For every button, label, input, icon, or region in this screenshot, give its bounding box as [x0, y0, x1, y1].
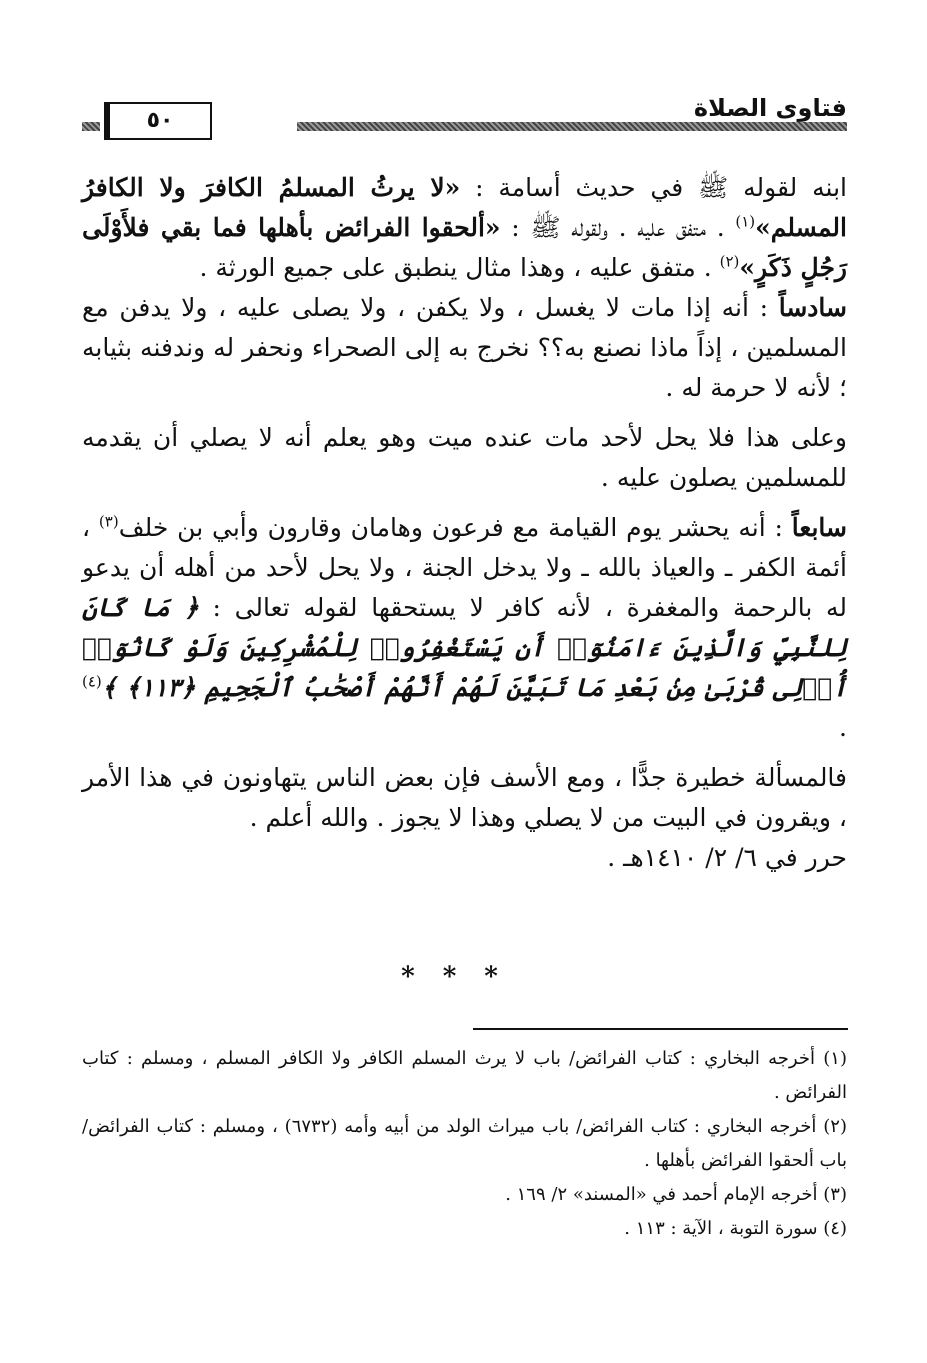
text-span: .: [839, 713, 847, 742]
paragraph-3: [82, 418, 847, 498]
paragraph-1: [82, 168, 847, 288]
footnote-3: (٣) أخرجه الإمام أحمد في «المسند» ٢/ ١٦٩ .: [505, 1184, 847, 1205]
footnote-ref-4: (٤): [82, 672, 102, 691]
text-span: : أنه إذا مات لا يغسل ، ولا يكفن ، ولا يصلى عليه ، ولا يدفن مع المسلمين ، إذاً ماذا نصنع به؟؟ نخرج به إلى الصحراء ونحفر له وندفنه بثيابه ؛ لأنه لا حرمة له .: [82, 293, 847, 402]
header-rule: [297, 122, 847, 131]
footnotes: [82, 1042, 847, 1246]
body-text: [82, 168, 847, 878]
section-separator: ***: [401, 962, 526, 992]
text-span: : أنه يحشر يوم القيامة مع فرعون وهامان وقارون وأبي بن خلف: [118, 513, 792, 542]
hadith-quote: «ألحقوا الفرائض بأهلها فما بقي فلأَوْلَى رَجُلٍ ذَكَرٍ»: [82, 213, 847, 282]
footnote-ref-2: (٢): [719, 252, 740, 271]
text-span: . متفق عليه ، وهذا مثال ينطبق على جميع الورثة .: [199, 253, 720, 282]
footnote-1: (١) أخرجه البخاري : كتاب الفرائض/ باب لا يرث المسلم الكافر ولا الكافر المسلم ، ومسلم : كتاب الفرائض .: [82, 1048, 847, 1103]
paragraph-2: [82, 288, 847, 408]
text-span: ابنه لقوله ﷺ في حديث أسامة :: [460, 173, 847, 202]
footnote-ref-3: (٣): [98, 512, 119, 531]
hadith-quote: «لا يرثُ المسلمُ الكافرَ ولا الكافرُ المسلم»: [82, 173, 847, 242]
footnote-4: (٤) سورة التوبة ، الآية : ١١٣ .: [624, 1218, 847, 1239]
text-span: وعلى هذا فلا يحل لأحد مات عنده ميت وهو يعلم أنه لا يصلي أن يقدمه للمسلمين يصلون عليه .: [82, 423, 847, 492]
page-number: ٥٠: [104, 102, 212, 140]
quran-verse: ﴿ مَا كَانَ لِلنَّبِيِّ وَالَّذِينَ ءَامَنُوٓا۟ أَن يَسْتَغْفِرُوا۟ لِلْمُشْرِكِينَ وَلَوْ كَانُوٓا۟ أُو۟لِى قُرْبَىٰ مِنۢ بَعْدِ مَا تَبَيَّنَ لَهُمْ أَنَّهُمْ أَصْحَٰبُ ٱلْجَحِيمِ ﴿١١٣﴾ ﴾: [82, 593, 847, 702]
text-span: فالمسألة خطيرة جدًّا ، ومع الأسف فإن بعض الناس يتهاونون في هذا الأمر ، ويقرون في البيت من لا يصلي وهذا لا يجوز . والله أعلم .: [82, 763, 847, 832]
text-span: حرر في ٦/ ٢/ ١٤١٠هـ .: [607, 843, 847, 872]
section-lead: سادساً: [778, 293, 847, 322]
footnote-ref-1: (١): [735, 212, 756, 231]
footnote-divider: [473, 1028, 848, 1030]
footnote-2: (٢) أخرجه البخاري : كتاب الفرائض/ باب ميراث الولد من أبيه وأمه (٦٧٣٢) ، ومسلم : كتاب الفرائض/ باب ألحقوا الفرائض بأهلها .: [82, 1116, 847, 1171]
page-header: [82, 92, 847, 144]
header-rule-left: [82, 122, 100, 131]
section-lead: سابعاً: [791, 513, 847, 542]
date-line: [82, 838, 847, 878]
paragraph-4: [82, 508, 847, 748]
running-title: فتاوى الصلاة: [686, 94, 847, 122]
paragraph-5: [82, 758, 847, 838]
text-span: ، أئمة الكفر ـ والعياذ بالله ـ ولا يدخل الجنة ، ولا يحل لأحد من أهله أن يدعو له بالرحمة والمغفرة ، لأنه كافر لا يستحقها لقوله تعالى :: [82, 513, 847, 622]
text-span: . متفق عليه . ولقوله ﷺ :: [500, 213, 736, 242]
